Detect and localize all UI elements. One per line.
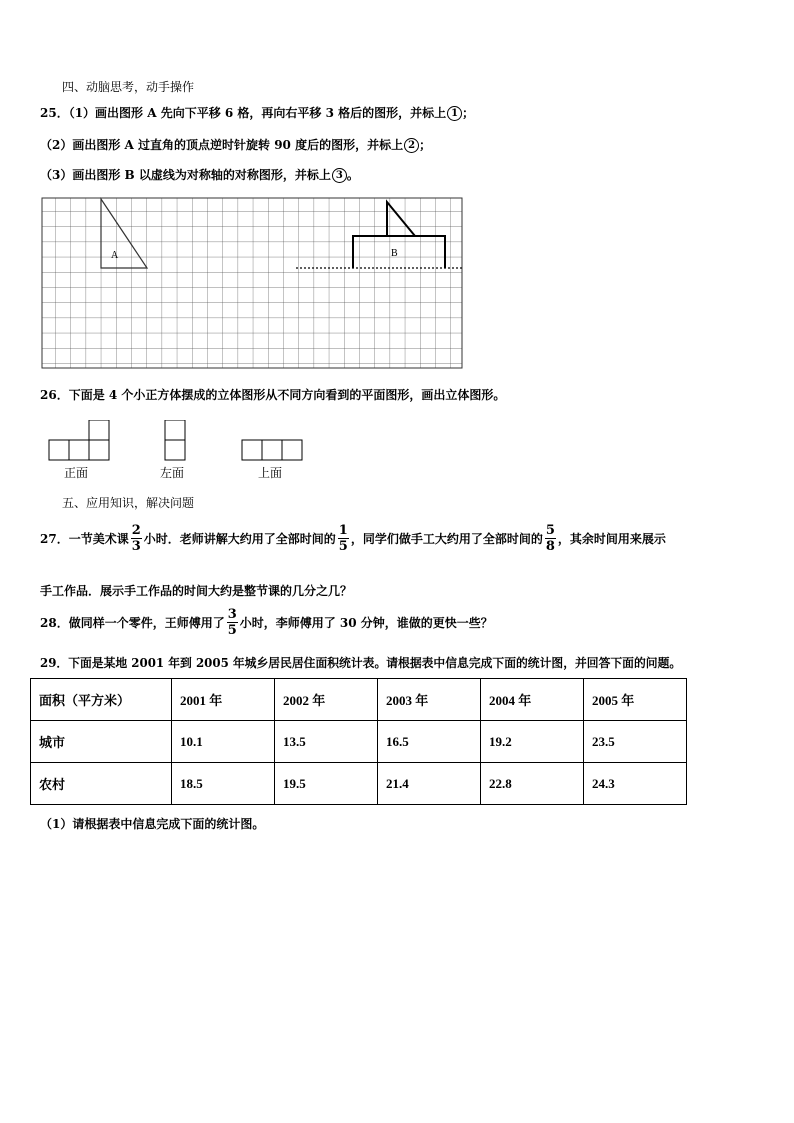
table-header-cell: 2001 年	[172, 679, 275, 721]
front-view	[49, 420, 109, 460]
q26-text: 26．下面是 4 个小正方体摆成的立体图形从不同方向看到的平面图形，画出立体图形。	[40, 388, 506, 402]
shape-a-label: A	[111, 250, 119, 261]
circled-2-mark: 2	[404, 138, 419, 153]
table-row-rural	[31, 763, 687, 805]
table-header-row	[31, 679, 687, 721]
table-cell: 21.4	[378, 763, 481, 805]
section-5-title: 五、应用知识，解决问题	[62, 496, 195, 510]
fraction-3-5: $\frac{3}{5}$	[227, 607, 237, 638]
q25-part1: 25．（1）画出图形 A 先向下平移 6 格，再向右平移 3 格后的图形，并标上 1 ；	[40, 106, 475, 120]
q28-text: 28．做同样一个零件，王师傅用了 $\frac{3}{5}$ 小时，李师傅用了 30 分钟，谁做的更快一些？	[40, 607, 493, 638]
q29-text: 29．下面是某地 2001 年到 2005 年城乡居民居住面积统计表。请根据表中信息完成下面的统计图，并回答下面的问题。	[40, 656, 682, 670]
shape-b-label: B	[391, 248, 398, 259]
fraction-5-8: $\frac{5}{8}$	[545, 523, 555, 554]
table-header-cell: 2003 年	[378, 679, 481, 721]
q29-sub1: （1）请根据表中信息完成下面的统计图。	[40, 817, 265, 831]
circled-3-mark: 3	[332, 168, 347, 183]
q25-part3: （3）画出图形 B 以虚线为对称轴的对称图形，并标上 3 。	[40, 168, 359, 182]
table-row-city	[31, 721, 687, 763]
front-view-label: 正面	[64, 466, 89, 480]
area-statistics-table	[30, 678, 687, 805]
table-cell: 13.5	[275, 721, 378, 763]
table-cell: 24.3	[584, 763, 687, 805]
left-view-label: 左面	[160, 466, 185, 480]
table-header-cell: 2002 年	[275, 679, 378, 721]
circled-1-mark: 1	[447, 106, 462, 121]
table-cell: 16.5	[378, 721, 481, 763]
table-cell: 18.5	[172, 763, 275, 805]
top-view	[242, 440, 302, 460]
table-cell: 19.2	[481, 721, 584, 763]
q27-line1: 27．一节美术课 $\frac{2}{3}$ 小时．老师讲解大约用了全部时间的 $\frac{1}{5}$ ，同学们做手工大约用了全部时间的 $\frac{5}{8}$ ，其余时间用来展示	[40, 523, 666, 554]
table-header-cell: 2004 年	[481, 679, 584, 721]
table-cell: 10.1	[172, 721, 275, 763]
q25-grid-figure	[40, 196, 466, 372]
fraction-2-3: $\frac{2}{3}$	[131, 523, 141, 554]
table-header-cell: 2005 年	[584, 679, 687, 721]
table-cell: 23.5	[584, 721, 687, 763]
table-cell: 城市	[31, 721, 172, 763]
section-4-title: 四、动脑思考，动手操作	[62, 80, 195, 94]
table-cell: 农村	[31, 763, 172, 805]
table-cell: 19.5	[275, 763, 378, 805]
fraction-1-5: $\frac{1}{5}$	[338, 523, 348, 554]
left-view	[165, 420, 185, 460]
table-cell: 22.8	[481, 763, 584, 805]
q25-part2: （2）画出图形 A 过直角的顶点逆时针旋转 90 度后的图形，并标上 2 ；	[40, 138, 432, 152]
top-view-label: 上面	[258, 466, 283, 480]
grid-paper	[42, 198, 462, 368]
q27-line2: 手工作品．展示手工作品的时间大约是整节课的几分之几？	[40, 584, 353, 598]
table-header-cell: 面积（平方米）	[31, 679, 172, 721]
